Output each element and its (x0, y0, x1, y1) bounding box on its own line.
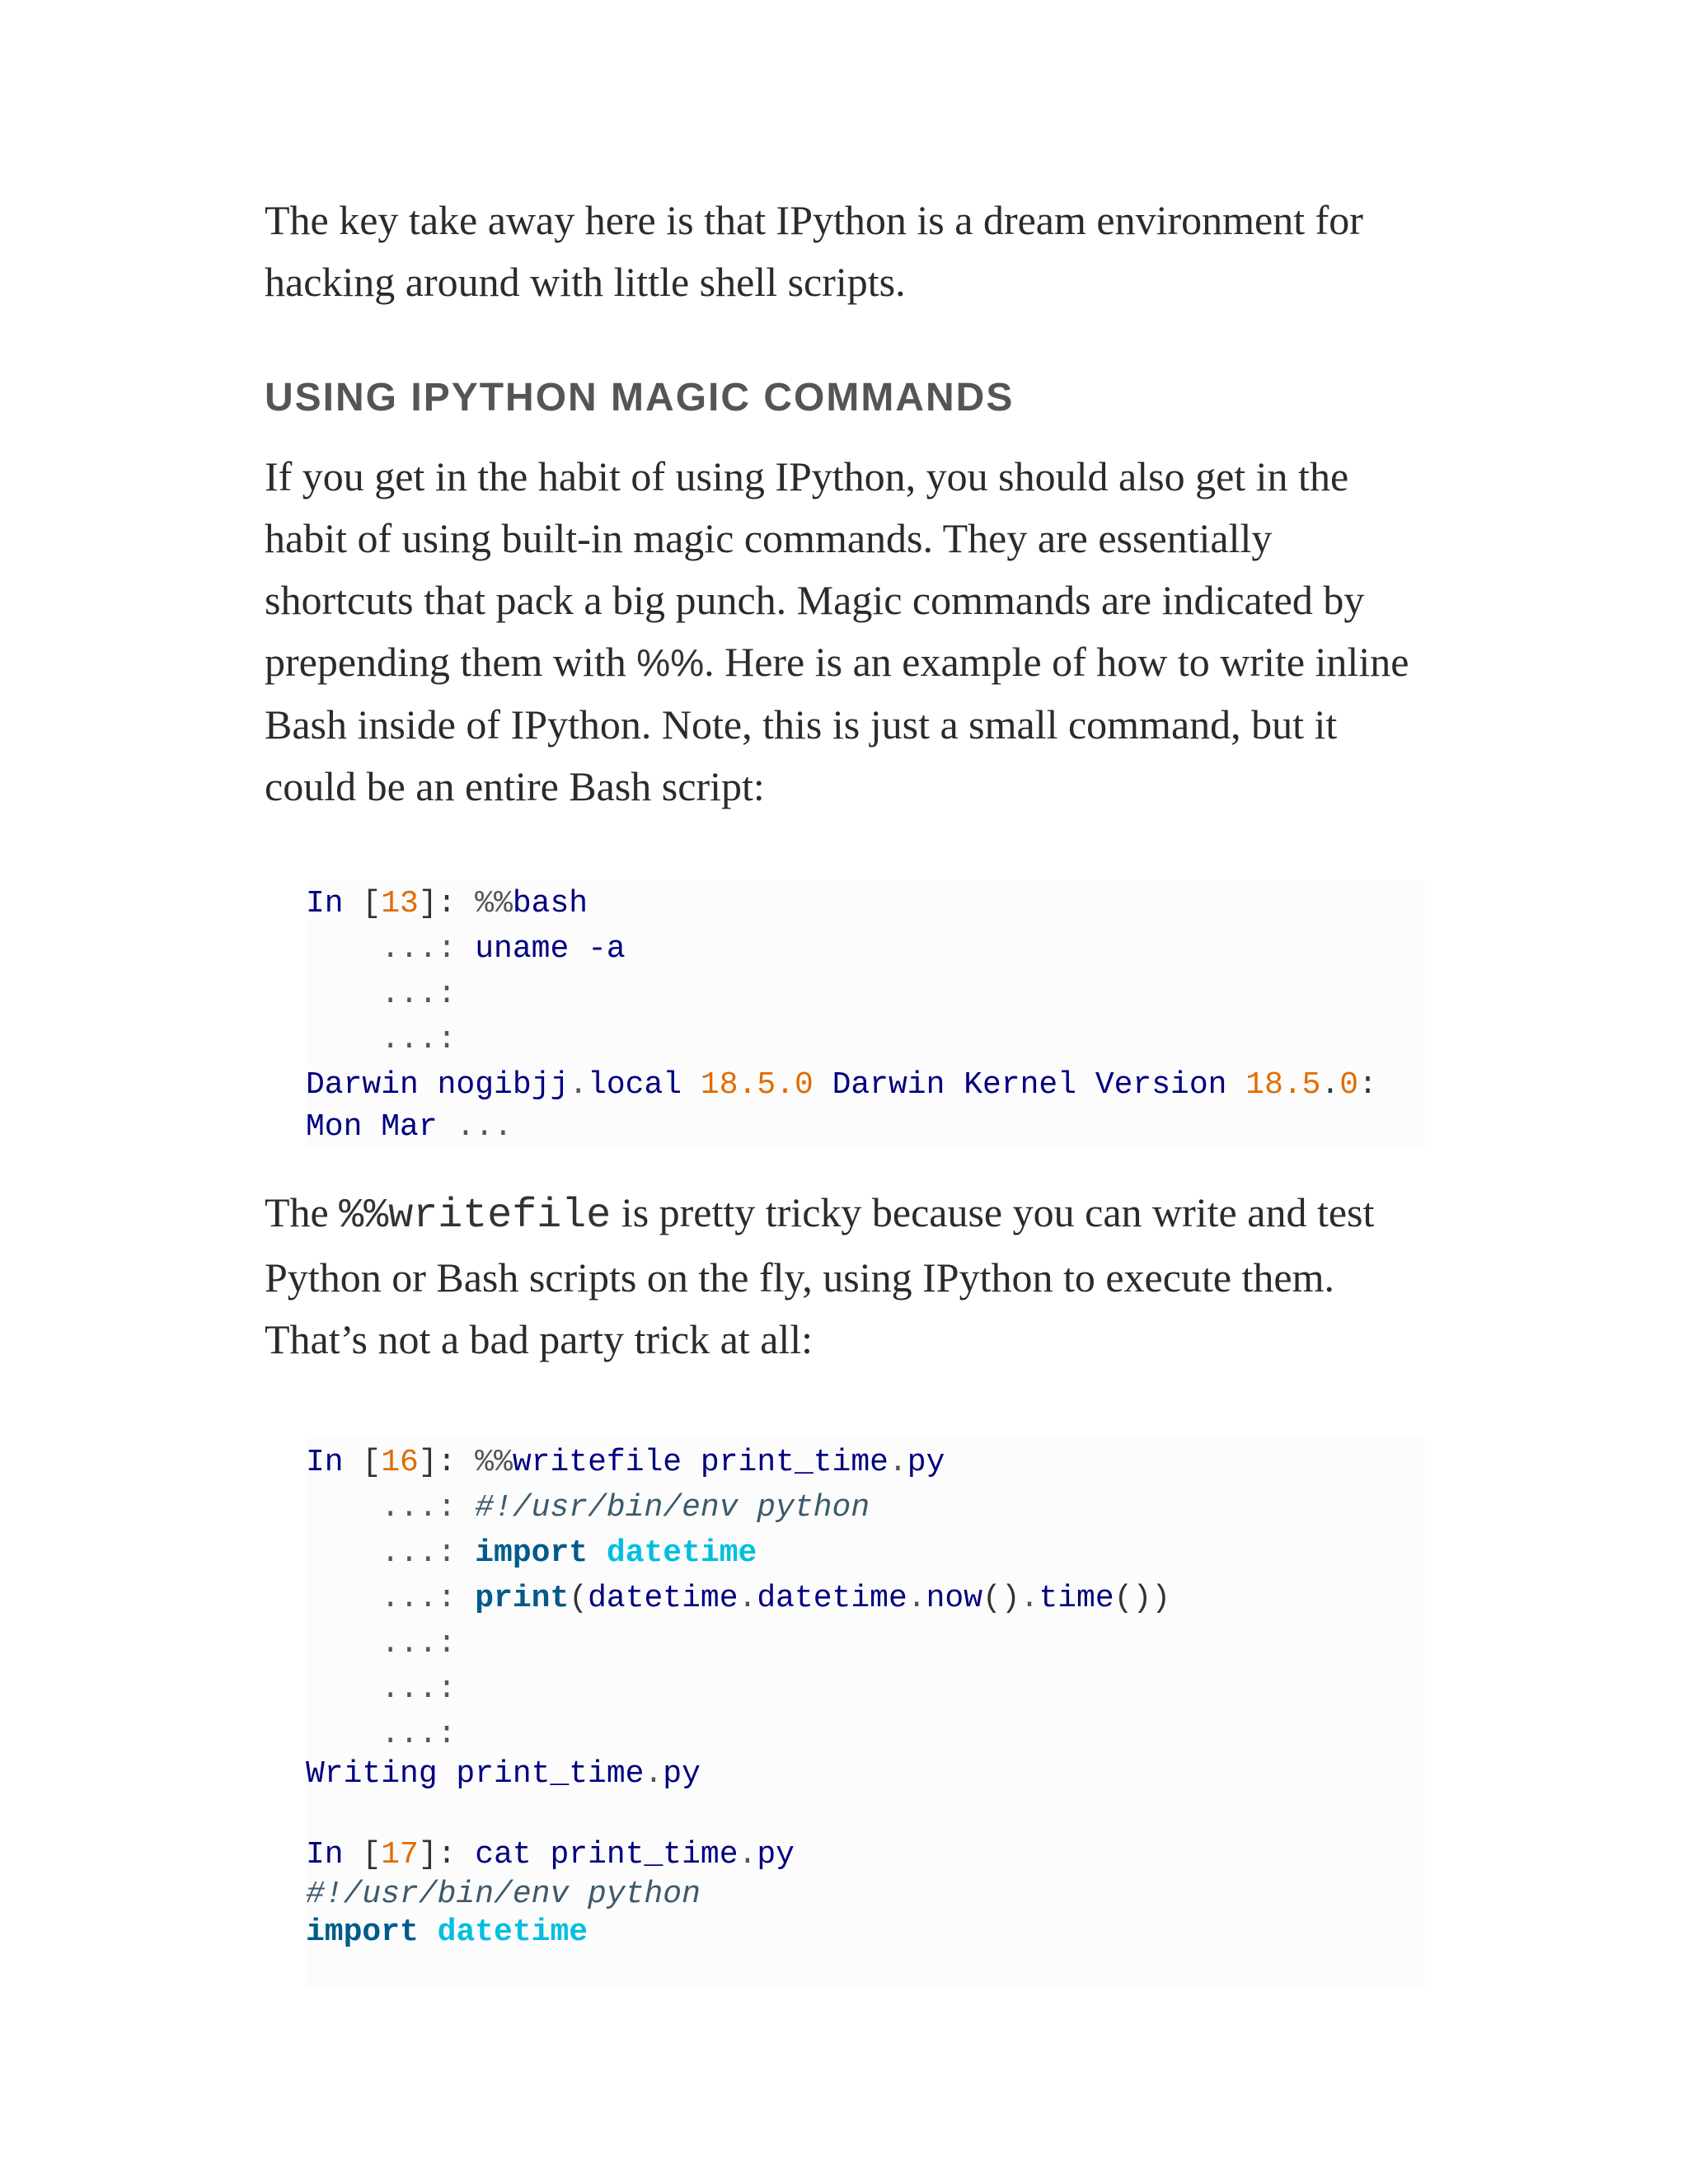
code2-line-5 (306, 1624, 456, 1665)
shebang-comment: #!/usr/bin/env python (306, 1877, 701, 1912)
code2-output-writing (306, 1754, 701, 1795)
prompt-close-bracket: ]: (418, 1445, 457, 1480)
output-ellipsis: ... (456, 1109, 513, 1145)
magic-commands-paragraph (265, 446, 1425, 818)
prompt-open-bracket: [ (362, 886, 382, 921)
prompt-close-bracket: ]: (418, 1837, 457, 1872)
continuation-prompt: ...: (381, 1535, 457, 1571)
continuation-prompt: ...: (381, 1626, 457, 1661)
prompt-open-bracket: [ (362, 1445, 382, 1480)
shebang-comment: #!/usr/bin/env python (475, 1490, 870, 1526)
filename-extension: py (907, 1445, 945, 1480)
datetime-module: datetime (606, 1535, 757, 1571)
code2-line-6 (306, 1669, 456, 1710)
continuation-prompt: ...: (381, 1490, 457, 1526)
section-heading: USING IPYTHON MAGIC COMMANDS (265, 376, 1015, 419)
prompt-number: 13 (381, 886, 419, 921)
output-kernel-text: Darwin Kernel Version (832, 1067, 1227, 1103)
filename-extension: py (663, 1756, 701, 1792)
output-dot: . (569, 1067, 588, 1103)
cat-command: cat print_time (475, 1837, 738, 1872)
call-parens: () (982, 1581, 1020, 1616)
code2-line-3 (306, 1533, 757, 1574)
filename-extension: py (757, 1837, 795, 1872)
dot: . (738, 1581, 757, 1616)
output-colon: : (1358, 1067, 1377, 1103)
intro-paragraph-text: The key take away here is that IPython is a dream environment for hacking around with little shell scripts. (265, 197, 1363, 305)
input-prompt: In (306, 1445, 344, 1480)
output-version-major: 18.5 (1245, 1067, 1321, 1103)
paragraph2-text-before: If you get in the habit of using IPython, you should also get in the habit of using built-in magic commands. They are essentially shortcuts that pack a big punch. Magic commands are indicated by prepending them with (265, 453, 1365, 685)
filename-dot: . (888, 1445, 907, 1480)
paragraph3-text-before: The (265, 1189, 340, 1235)
continuation-prompt: ...: (381, 977, 457, 1012)
code1-line-2 (306, 929, 626, 970)
continuation-prompt: ...: (381, 931, 457, 967)
prompt-number: 16 (381, 1445, 419, 1480)
call-datetime-module: datetime (588, 1581, 738, 1616)
code2-line-1 (306, 1442, 945, 1483)
import-keyword: import (306, 1915, 419, 1950)
output-date: Mon Mar (306, 1109, 438, 1145)
output-hostname: Darwin nogibjj (306, 1067, 570, 1103)
import-keyword: import (475, 1535, 588, 1571)
input-prompt: In (306, 886, 344, 921)
dot: . (1020, 1581, 1039, 1616)
continuation-prompt: ...: (381, 1671, 457, 1707)
magic-prefix-inline-code: %% (636, 641, 705, 684)
code1-output-line-1 (306, 1065, 1377, 1106)
code1-line-3 (306, 974, 456, 1015)
magic-name: writefile (512, 1445, 682, 1480)
call-datetime-class: datetime (757, 1581, 907, 1616)
filename: print_time (700, 1445, 889, 1480)
prompt-close-bracket: ]: (418, 886, 457, 921)
print-keyword: print (475, 1581, 570, 1616)
code1-output-line-2 (306, 1107, 513, 1148)
code1-line-4 (306, 1019, 456, 1061)
output-version: 18.5.0 (700, 1067, 814, 1103)
magic-prefix: %% (475, 886, 513, 921)
prompt-number: 17 (381, 1837, 419, 1872)
filename-dot: . (644, 1756, 663, 1792)
code1-line-1 (306, 883, 588, 925)
filename-dot: . (738, 1837, 757, 1872)
magic-prefix: %% (475, 1445, 513, 1480)
call-now: now (926, 1581, 983, 1616)
code2-cat-output-1 (306, 1874, 701, 1915)
input-prompt: In (306, 1837, 344, 1872)
code2-line-7 (306, 1714, 456, 1755)
code2-line-4 (306, 1578, 1170, 1619)
magic-name: bash (512, 886, 588, 921)
intro-paragraph (265, 190, 1425, 313)
code2-line-2 (306, 1488, 870, 1529)
code2-line-cat (306, 1835, 795, 1876)
writefile-inline-code: %%writefile (339, 1193, 612, 1240)
writing-output: Writing print_time (306, 1756, 645, 1792)
code2-cat-output-2 (306, 1912, 588, 1953)
uname-command: uname -a (475, 931, 626, 967)
writefile-paragraph (265, 1182, 1425, 1371)
datetime-module: datetime (437, 1915, 588, 1950)
open-paren: ( (569, 1581, 588, 1616)
paragraph3-text-after: is pretty tricky because you can write and test Python or Bash scripts on the fly, using IPython to execute them. That’s not a bad party trick at all: (265, 1189, 1375, 1362)
call-time: time (1039, 1581, 1114, 1616)
close-parens: ()) (1114, 1581, 1171, 1616)
dot: . (907, 1581, 926, 1616)
output-version-dot: . (1320, 1067, 1340, 1103)
output-version-minor: 0 (1339, 1067, 1359, 1103)
continuation-prompt: ...: (381, 1717, 457, 1752)
continuation-prompt: ...: (381, 1022, 457, 1057)
paragraph2-text-after: . Here is an example of how to write inline Bash inside of IPython. Note, this is just a small command, but it could be an entire Bash script: (265, 639, 1409, 809)
continuation-prompt: ...: (381, 1581, 457, 1616)
output-local: local (588, 1067, 682, 1103)
prompt-open-bracket: [ (362, 1837, 382, 1872)
